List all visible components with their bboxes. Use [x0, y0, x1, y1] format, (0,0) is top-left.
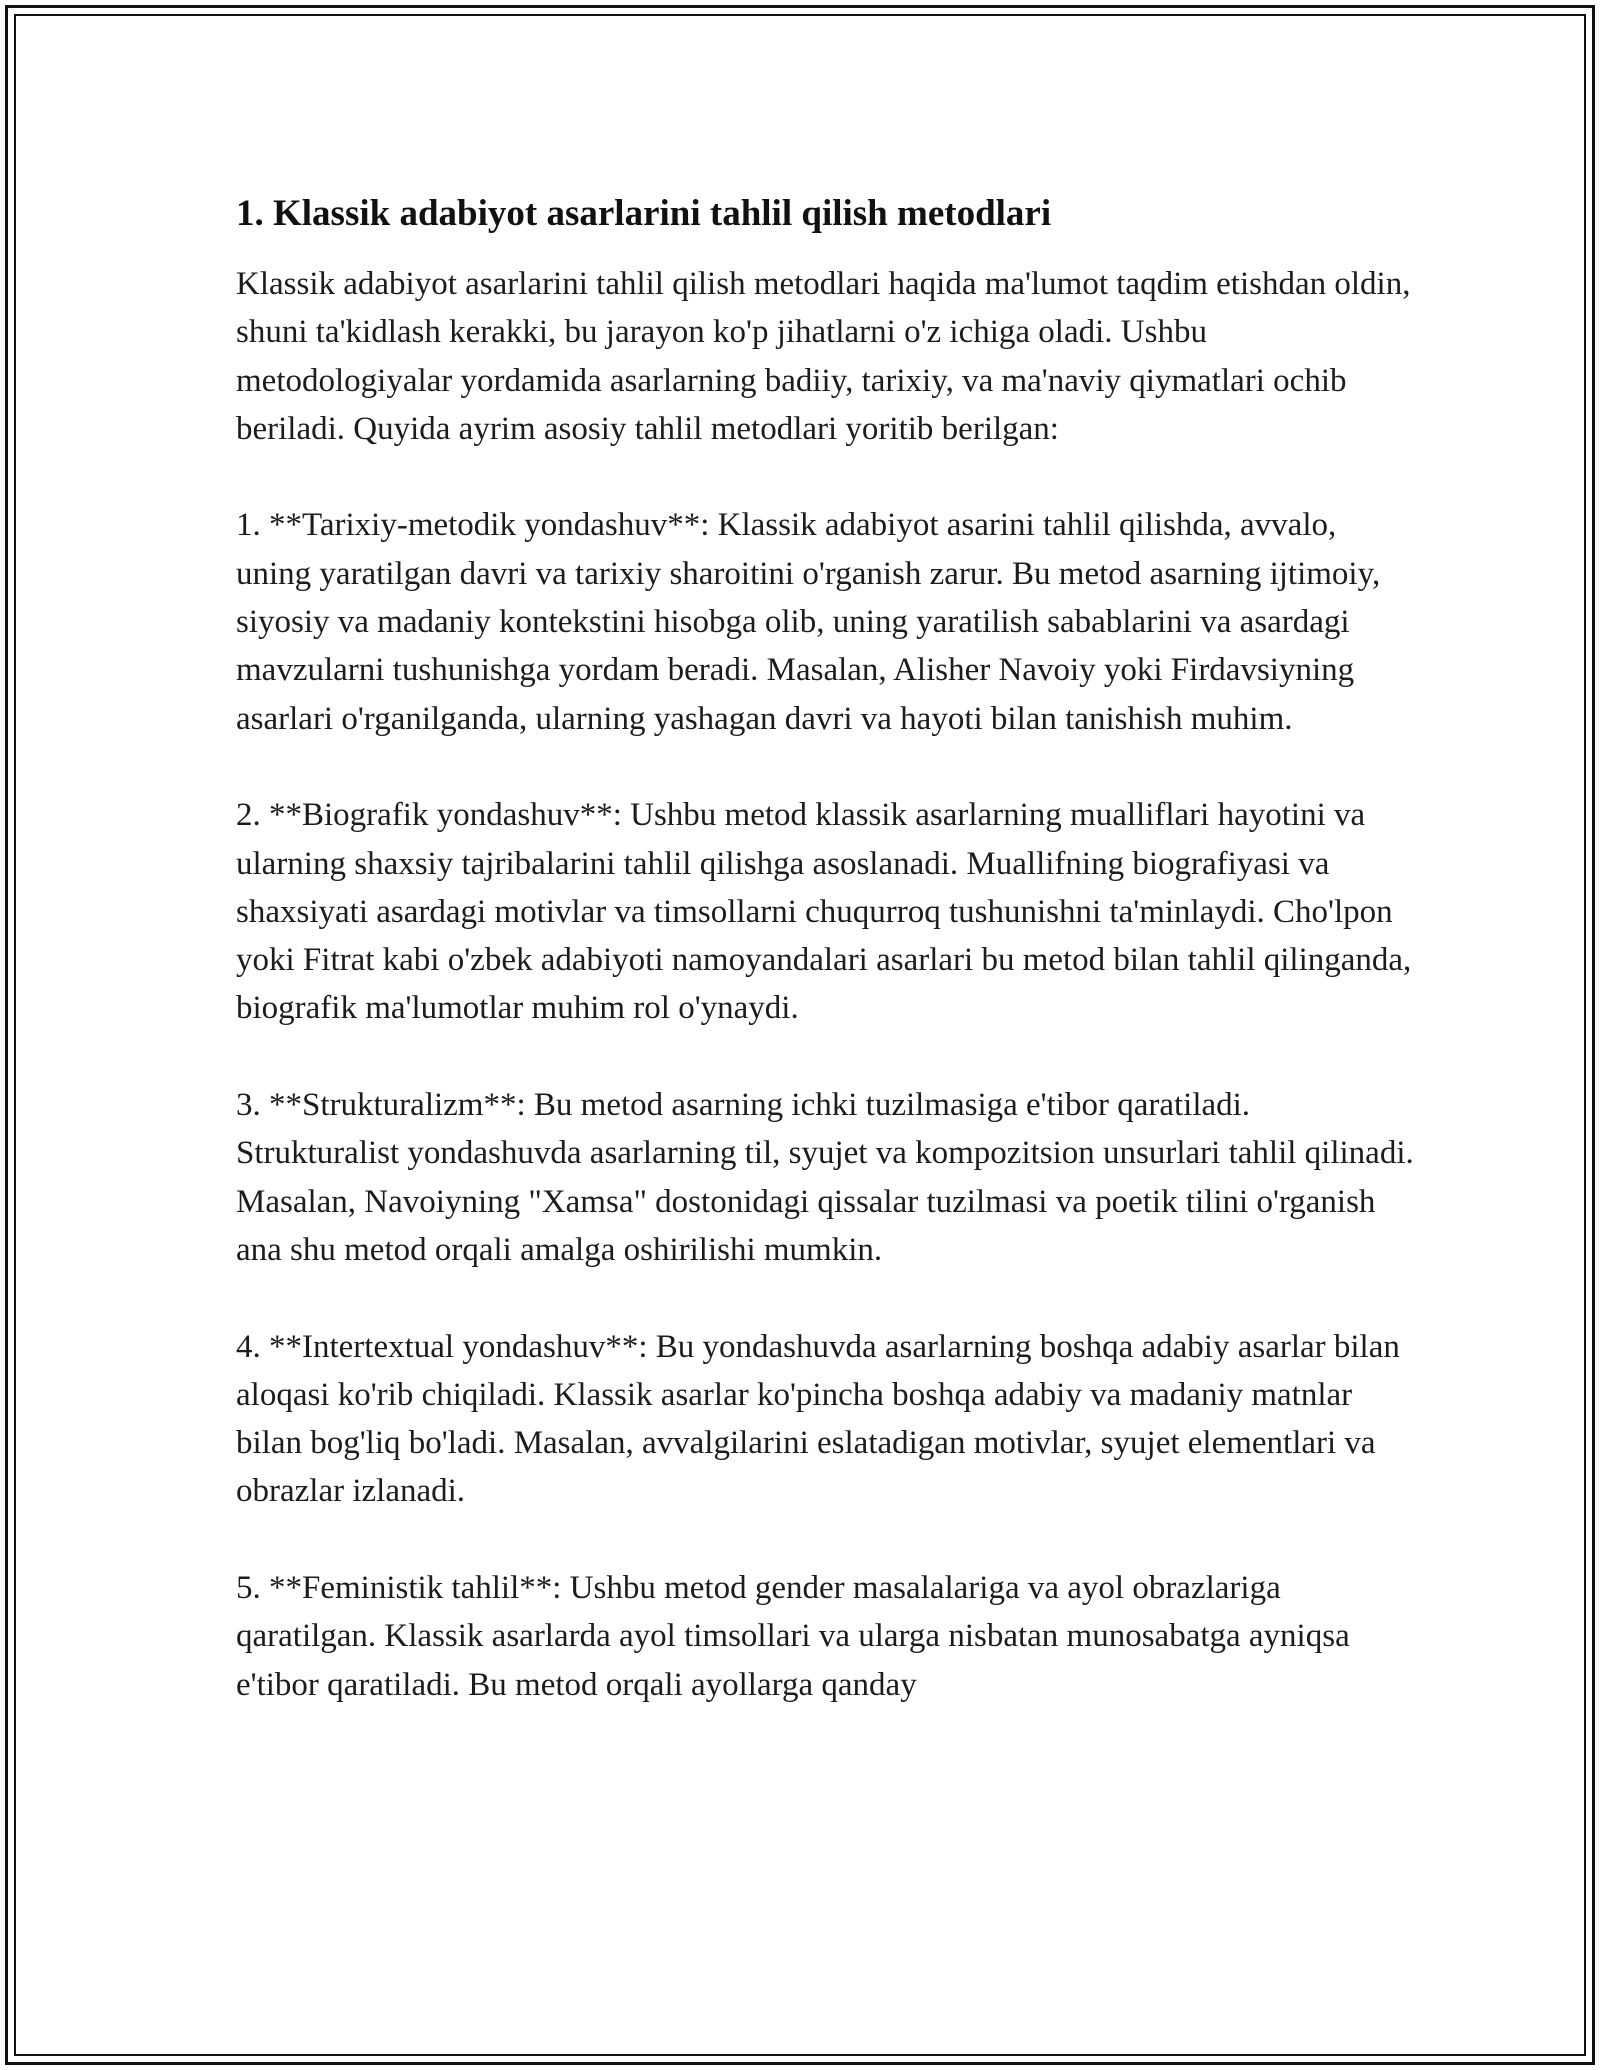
method-feminist-paragraph: 5. **Feministik tahlil**: Ushbu metod gender masalalariga va ayol obrazlariga qaratilgan. Klassik asarlarda ayol timsollari va ularga nisbatan munosabatga ayniqsa e'tibor qaratiladi. Bu metod orqali ayollarga qanday [236, 1570, 1350, 1703]
method-intertextual-paragraph: 4. **Intertextual yondashuv**: Bu yondashuvda asarlarning boshqa adabiy asarlar bilan aloqasi ko'rib chiqiladi. Klassik asarlar ko'pincha boshqa adabiy va madaniy matnlar bilan bog'liq bo'ladi. Masalan, avvalgilarini eslatadigan motivlar, syujet elementlari va obrazlar izlanadi. [236, 1328, 1400, 1510]
document-body [236, 188, 1416, 1709]
section-heading: 1. Klassik adabiyot asarlarini tahlil qilish metodlari [236, 193, 1052, 234]
method-historical-paragraph: 1. **Tarixiy-metodik yondashuv**: Klassik adabiyot asarini tahlil qilishda, avvalo, uning yaratilgan davri va tarixiy sharoitini o'rganish zarur. Bu metod asarning ijtimoiy, siyosiy va madaniy kontekstini hisobga olib, uning yaratilish sabablarini va asardagi mavzularni tushunishga yordam beradi. Masalan, Alisher Navoiy yoki Firdavsiyning asarlari o'rganilganda, ularning yashagan davri va hayoti bilan tanishish muhim. [236, 507, 1381, 737]
method-biographical-paragraph: 2. **Biografik yondashuv**: Ushbu metod klassik asarlarning mualliflari hayotini va ularning shaxsiy tajribalarini tahlil qilishga asoslanadi. Muallifning biografiyasi va shaxsiyati asardagi motivlar va timsollarni chuqurroq tushunishni ta'minlaydi. Cho'lpon yoki Fitrat kabi o'zbek adabiyoti namoyandalari asarlari bu metod bilan tahlil qilinganda, biografik ma'lumotlar muhim rol o'ynaydi. [236, 797, 1412, 1027]
intro-paragraph: Klassik adabiyot asarlarini tahlil qilish metodlari haqida ma'lumot taqdim etishdan oldin, shuni ta'kidlash kerakki, bu jarayon ko'p jihatlarni o'z ichiga oladi. Ushbu metodologiyalar yordamida asarlarning badiiy, tarixiy, va ma'naviy qiymatlari ochib beriladi. Quyida ayrim asosiy tahlil metodlari yoritib berilgan: [236, 266, 1411, 447]
method-structuralism-paragraph: 3. **Strukturalizm**: Bu metod asarning ichki tuzilmasiga e'tibor qaratiladi. Strukturalist yondashuvda asarlarning til, syujet va kompozitsion unsurlari tahlil qilinadi. Masalan, Navoiyning "Xamsa" dostonidagi qissalar tuzilmasi va poetik tilini o'rganish ana shu metod orqali amalga oshirilishi mumkin. [236, 1087, 1414, 1268]
